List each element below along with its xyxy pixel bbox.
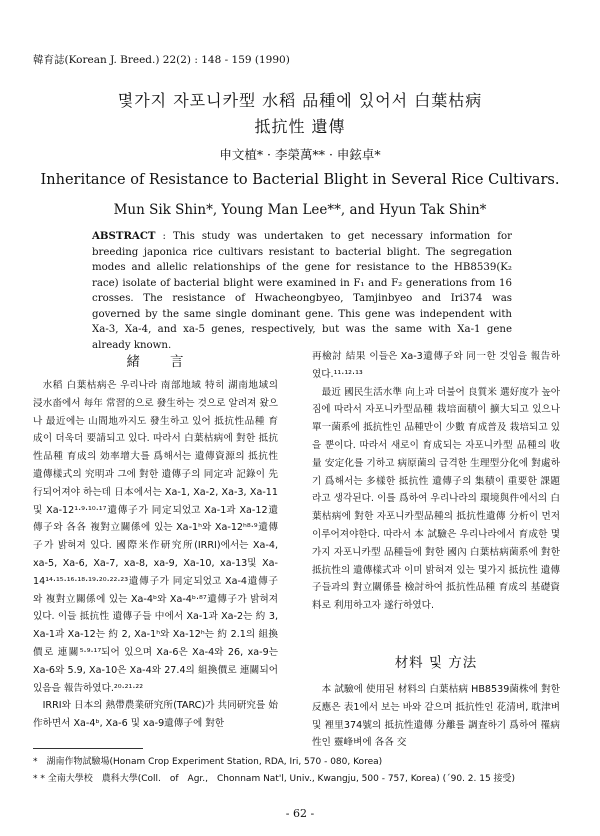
left-column — [33, 377, 278, 733]
abstract-text: : This study was undertaken to get necessary information for breeding japonica rice cultivars resistant to bacterial blight. The segregation modes and allelic relationships of the gene for resistance to the HB8539(K₂ race) isolate of bacterial blight were examined in F₁ and F₂ generations from 16 crosses. The resistance of Hwacheongbyeo, Tamjinbyeo and Iri374 was governed by the same single dominant gene. This gene was independent with Xa-3, Xa-4, and xa-5 genes, respectively, but was the same with Xa-1 gene already known. — [92, 231, 512, 351]
korean-title — [0, 88, 600, 140]
methods-heading: 材料 및 方法 — [394, 655, 478, 671]
methods-paragraph-1: 本 試驗에 使用된 材料의 白葉枯病 HB8539菌株에 對한 反應은 表1에서 보는 바와 같으며 抵抗性인 花清벼, 耽津벼 및 裡里374號의 抵抗性遺傳 分離를 調査하기 爲하여 罹病性인 靈峰벼에 各各 交 — [312, 684, 560, 749]
footnotes — [33, 754, 573, 788]
right-column — [312, 348, 560, 615]
english-title: Inheritance of Resistance to Bacterial Blight in Several Rice Cultivars. — [40, 172, 560, 188]
methods-column — [312, 681, 560, 752]
intro-paragraph-3: 再檢討 結果 이들은 Xa-3遺傳子와 同一한 것임을 報告하였다.¹¹·¹²·¹³ — [312, 351, 560, 380]
footnote-2: * * 全南大學校 農科大學(Coll. of Agr., Chonnam Nat'l, Univ., Kwangju, 500 - 757, Korea) (´90. 2. 15 接受) — [33, 774, 516, 784]
footnote-1: * 湖南作物試驗場(Honam Crop Experiment Station, RDA, Iri, 570 - 080, Korea) — [33, 757, 383, 767]
page-number: - 62 - — [285, 807, 315, 820]
footnote-rule — [33, 748, 143, 749]
intro-heading: 緒 言 — [126, 354, 185, 370]
intro-paragraph-2: IRRI와 日本의 熱帶農業研究所(TARC)가 共同研究를 始作하면서 Xa-4ᵇ, Xa-6 및 xa-9遺傳子에 對한 — [33, 700, 278, 730]
korean-title-line2: 抵抗性 遺傳 — [254, 117, 346, 136]
intro-paragraph-4: 最近 國民生活水準 向上과 더불어 良質米 選好度가 높아짐에 따라서 자포니카型品種 栽培面積이 擴大되고 있으나 單一菌系에 抵抗性인 品種만이 少數 育成普及 栽培되고 있을 뿐이다. 따라서 새로이 育成되는 자포니카型 品種의 收量 安定化를 기하고 病原菌의 급격한 生理型分化에 對處하기 爲해서는 多樣한 抵抗性 遺傳子의 集積이 重要한 課題라고 생각된다. 이를 爲하여 우리나라의 環境與件에서의 白葉枯病에 對한 자포니카型品種의 抵抗性遺傳 分析이 먼저 이루어져야한다. 따라서 本 試驗은 우리나라에서 育成한 몇가지 자포니카型 品種들에 對한 國內 白葉枯病菌系에 對한 抵抗性의 遺傳樣式과 이미 밝혀져 있는 몇가지 抵抗性 遺傳子들과의 對立關係를 檢討하여 抵抗性品種 育成의 基礎資料로 利用하고자 遂行하였다. — [312, 386, 560, 612]
abstract-label: ABSTRACT — [92, 230, 156, 242]
korean-authors: 申文植* · 李榮萬** · 申鉉卓* — [219, 147, 381, 162]
english-authors: Mun Sik Shin*, Young Man Lee**, and Hyun Tak Shin* — [113, 202, 487, 218]
abstract — [92, 229, 512, 353]
journal-citation: 韓育誌(Korean J. Breed.) 22(2) : 148 - 159 (1990) — [33, 54, 290, 66]
intro-paragraph-1: 水稻 白葉枯病은 우리나라 南部地域 特히 湖南地域의 浸水畓에서 每年 常習的으로 發生하는 것으로 알려져 왔으나 最近에는 山間地까지도 發生하고 있어 抵抗性品種 育成이 더욱더 要請되고 있다. 따라서 白葉枯病에 對한 抵抗性品種 育成의 効率增大를 爲해서는 遺傳資源의 抵抗性 遺傳樣式의 究明과 그에 對한 遺傳子의 同定과 記錄이 先行되어져야 하는데 日本에서는 Xa-1, Xa-2, Xa-3, Xa-11 및 Xa-12¹·⁹·¹⁰·¹⁷遺傳子가 同定되었고 Xa-1과 Xa-12遺傳子와 各各 複對立關係에 있는 Xa-1ʰ와 Xa-12ʰ⁸·⁹遺傳子가 밝혀져 있다. 國際米作研究所(IRRI)에서는 Xa-4, xa-5, Xa-6, Xa-7, xa-8, xa-9, Xa-10, xa-13및 Xa-14¹⁴·¹⁵·¹⁶·¹⁸·¹⁹·²⁰·²²·²³遺傳子가 同定되었고 Xa-4遺傳子와 複對立關係에 있는 Xa-4ᵇ와 Xa-4ᵇ·⁸⁷遺傳子가 밝혀져있다. 이들 抵抗性 遺傳子들 中에서 Xa-1과 Xa-2는 約 3, Xa-1과 Xa-12는 約 2, Xa-1ʰ와 Xa-12ʰ는 約 2.1의 組換價로 連關⁵·⁹·¹⁷되어 있으며 Xa-6은 Xa-4와 26, xa-9는 Xa-6와 5.9, Xa-10은 Xa-4와 27.4의 組換價로 連關되어 있음을 報告하였다.²⁰·²¹·²² — [33, 380, 278, 694]
korean-title-line1: 몇가지 자포니카型 水稻 品種에 있어서 白葉枯病 — [117, 91, 483, 110]
